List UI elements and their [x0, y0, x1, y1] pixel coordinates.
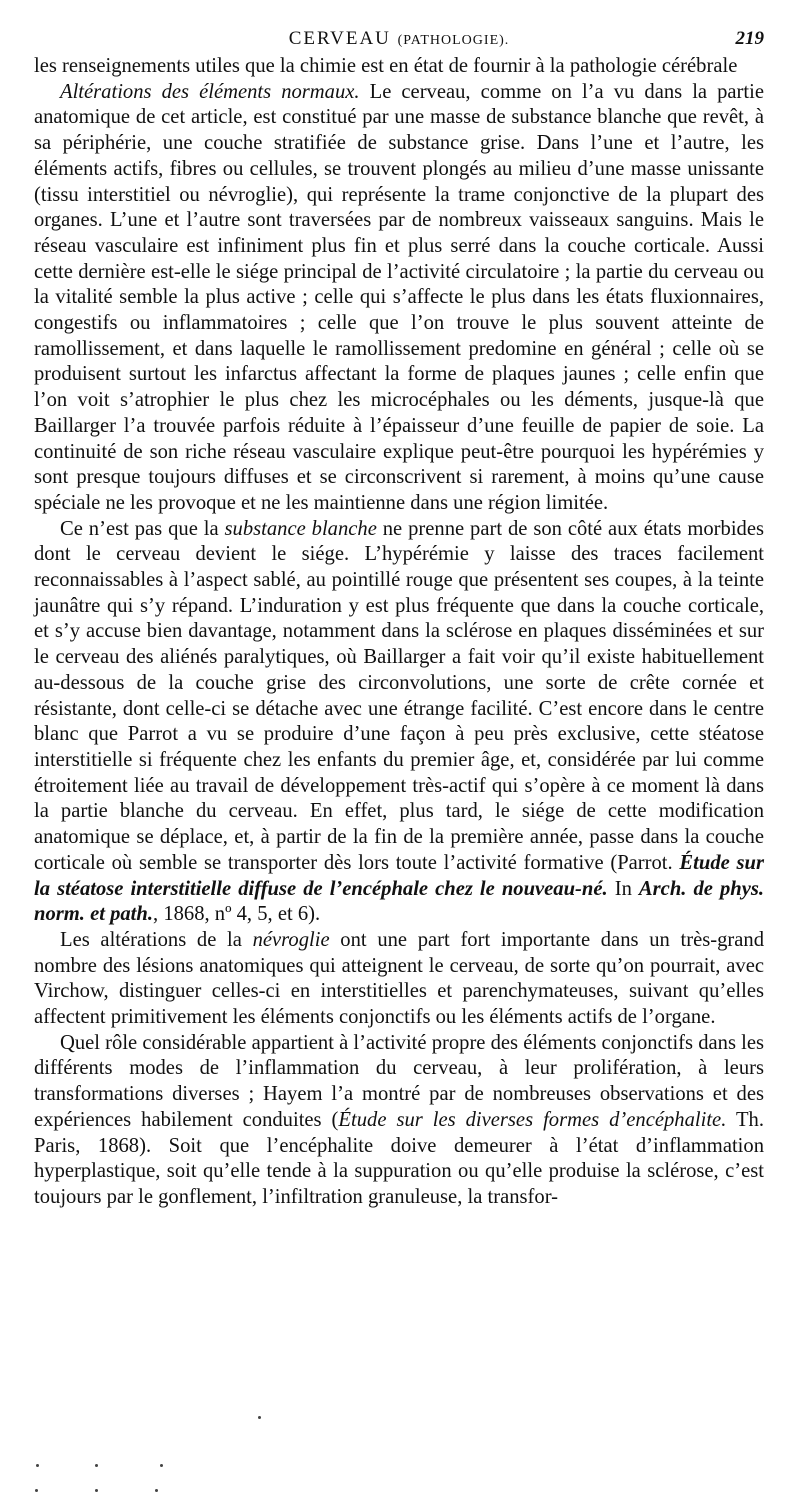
scan-speck — [36, 1464, 39, 1467]
running-header — [34, 28, 764, 54]
text-run: , 1868, nº 4, 5, et 6). — [153, 903, 321, 926]
paragraph — [34, 517, 764, 928]
paragraph — [34, 54, 764, 80]
running-title-main: CERVEAU — [288, 28, 391, 49]
italic-run: Altérations des éléments normaux. — [60, 80, 360, 103]
text-run: Les altérations de la — [60, 928, 253, 951]
scan-speck — [160, 1464, 163, 1467]
text-run: Quel rôle considérable appartient à l’activité propre des éléments conjonctifs dans les différents modes de l’inflammation du cerveau, à leur prolifération, à leurs transformations diverses ; Hayem l’a montré par de nombreuses observations et des expériences habilement conduites ( — [34, 1031, 764, 1131]
document-page — [34, 28, 764, 1211]
body-text — [34, 54, 764, 1211]
paragraph — [34, 928, 764, 1031]
scan-speck — [35, 1489, 38, 1492]
text-run: Le cerveau, comme on l’a vu dans la partie anatomique de cet article, est constitué par une masse de substance blanche que revêt, à sa périphérie, une couche stratifiée de substance grise. Dans l’une et l’autre, les éléments actifs, fibres ou cellules, se trouvent plongés au milieu d’une masse unissante (tissu interstitiel ou névroglie), qui représente la trame conjonctive de la plupart des organes. L’une et l’autre sont traversées par de nombreux vaisseaux sanguins. Mais le réseau vasculaire est infiniment plus fin et plus serré dans la couche corticale. Aussi cette dernière est-elle le siége principal de l’activité circulatoire ; la partie du cerveau ou la vitalité semble la plus active ; celle qui s’affecte le plus dans les états fluxionnaires, congestifs ou inflammatoires ; celle que l’on trouve le plus souvent atteinte de ramollissement, et dans laquelle le ramollissement predomine en général ; celle où se produisent surtout les infarctus affectant la forme de plaques jaunes ; celle enfin que l’on voit s’atrophier le plus chez les microcéphales ou les déments, jusque-là que Baillarger l’a trouvée parfois réduite à l’épaisseur d’une feuille de papier de soie. La continuité de son riche réseau vasculaire explique peut-être pourquoi les hypérémies y sont presque toujours diffuses et se circonscrivent si rarement, à moins qu’une cause spéciale ne les provoque et ne les maintienne dans une région limitée. — [34, 80, 764, 514]
text-run: Ce n’est pas que la — [60, 517, 225, 540]
italic-run: substance blanche — [224, 517, 377, 540]
bold-italic-run: Arch. de phys. norm. et path. — [34, 877, 765, 926]
page-number: 219 — [735, 28, 764, 49]
scan-speck — [95, 1489, 98, 1492]
scan-speck — [258, 1416, 261, 1419]
text-run: Th. Paris, 1868). Soit que l’encéphalite doive demeurer à l’état d’inflammation hyperplastique, soit qu’elle tende à la suppuration ou qu’elle produise la sclérose, c’est toujours par le gonflement, l’infiltration granuleuse, la transfor- — [34, 1108, 764, 1208]
scan-speck — [95, 1464, 98, 1467]
running-title-sub: (PATHOLOGIE). — [397, 33, 510, 48]
scan-speck — [155, 1489, 158, 1492]
text-run: ne prenne part de son côté aux états morbides dont le cerveau devient le siége. L’hypérémie y laisse des traces facilement reconnaissables à l’aspect sablé, au pointillé rouge que présentent ses coupes, à la teinte jaunâtre qui s’y répand. L’induration y est plus fréquente que dans la couche corticale, et s’y accuse bien davantage, notamment dans la sclérose en plaques disséminées et sur le cerveau des aliénés paralytiques, où Baillarger a fait voir qu’il existe habituellement au-dessous de la couche grise des circonvolutions, une sorte de crête cornée et résistante, dont celle-ci se détache avec une étrange facilité. C’est encore dans le centre blanc que Parrot a vu se produire d’une façon à peu près exclusive, cette stéatose interstitielle si fréquente chez les enfants du premier âge, et, considérée par lui comme étroitement liée au travail de développement très-actif qui s’opère à ce moment là dans la partie blanche du cerveau. En effet, plus tard, le siége de cette modification anatomique se déplace, et, à partir de la fin de la première année, passe dans la couche corticale où semble se transporter dès lors toute l’activité formative (Parrot. — [34, 517, 764, 874]
paragraph — [34, 1031, 764, 1211]
paragraph — [34, 80, 764, 517]
text-run: ont une part fort importante dans un très-grand nombre des lésions anatomiques qui atteignent le cerveau, de sorte qu’on pourrait, avec Virchow, distinguer celles-ci en interstitielles et parenchymateuses, suivant qu’elles affectent primitivement les éléments conjonctifs ou les éléments actifs de l’organe. — [34, 928, 764, 1029]
italic-run: Étude sur les diverses formes d’encéphalite. — [338, 1108, 727, 1131]
running-title — [34, 28, 764, 50]
bold-italic-run: Étude sur la stéatose interstitielle diffuse de l’encéphale chez le nouveau-né. — [34, 851, 764, 900]
italic-run: névroglie — [252, 928, 330, 951]
text-run: In — [607, 877, 639, 900]
text-run: les renseignements utiles que la chimie est en état de fournir à la pathologie cérébrale — [34, 55, 738, 77]
